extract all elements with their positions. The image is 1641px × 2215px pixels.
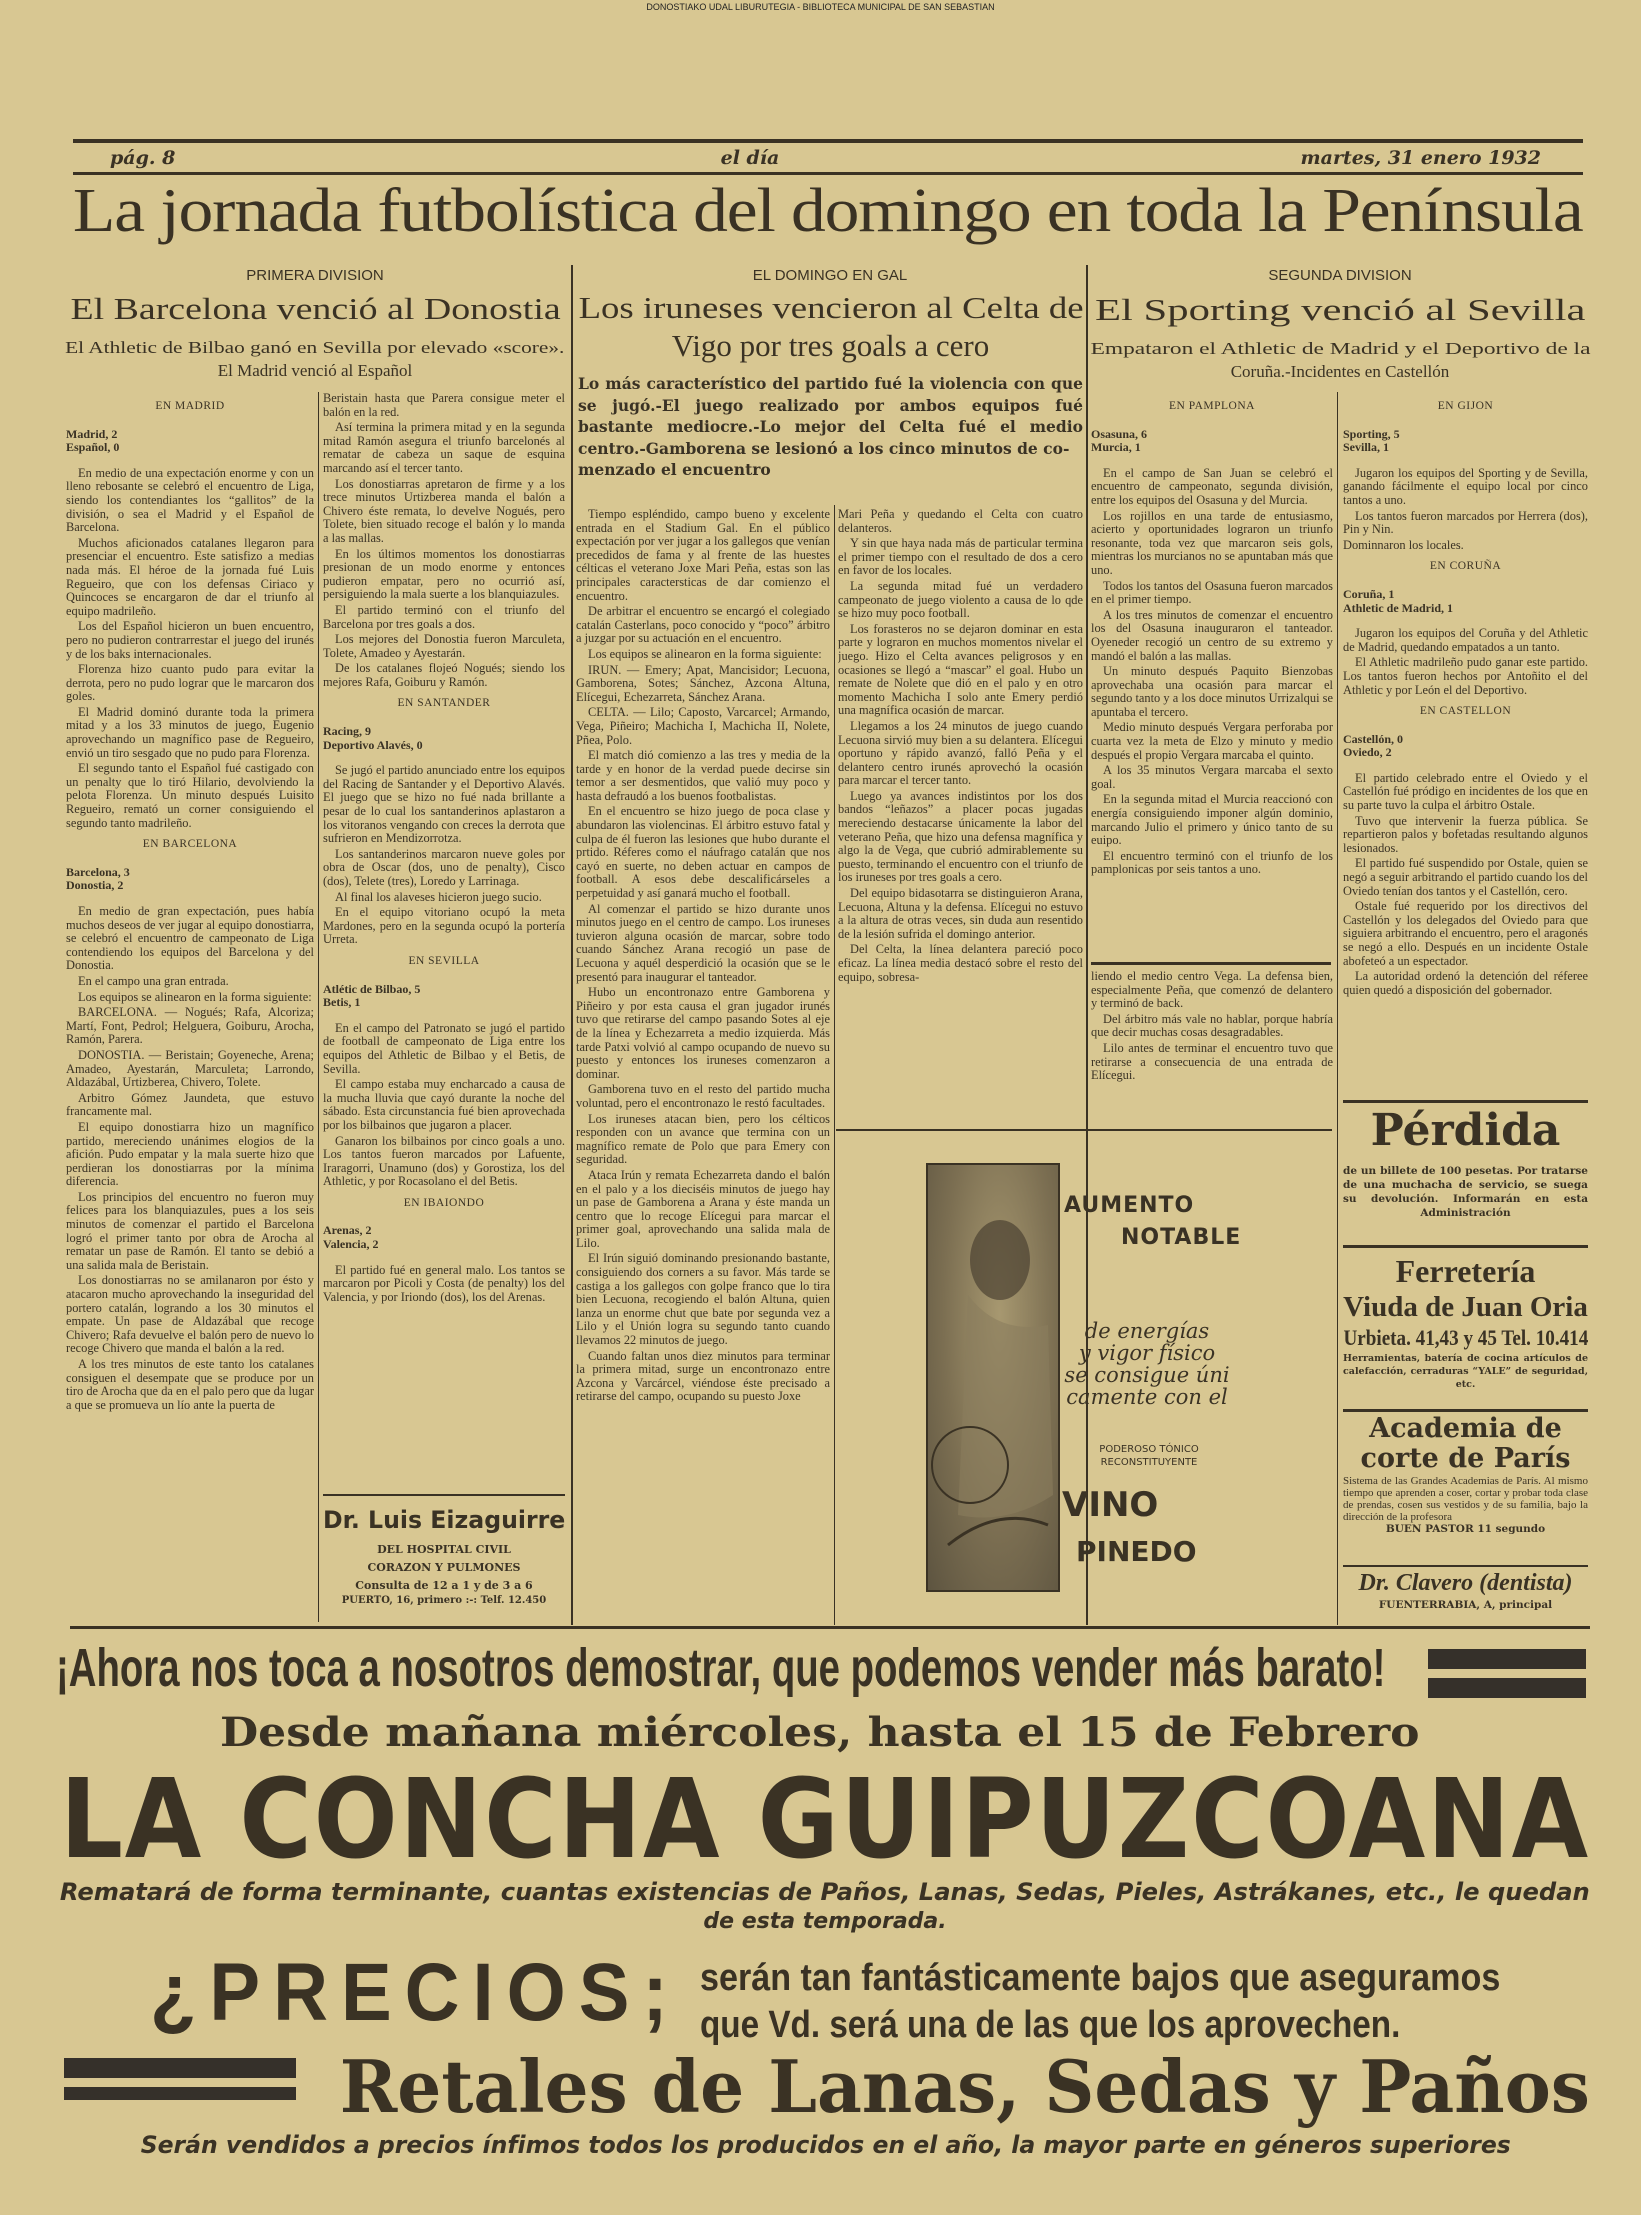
concha-precios-text-box	[700, 1956, 1500, 2000]
ad-clavero-address: FUENTERRABIA, A, principal	[1378, 1599, 1553, 1611]
paragraph: Ganaron los bilbainos por cinco goals a uno. Los tantos fueron marcados por Lafuente, Iraragorri, Unamuno (dos) y Gorostiza, los del Athletic, y por Rocasolano el del Betis.	[323, 1133, 565, 1189]
concha-footer: Serán vendidos a precios ínfimos todos los producidos en el año, la mayor parte en géneros superiores	[140, 2131, 1511, 2159]
paragraph: Jugaron los equipos del Sporting y de Sevilla, ganando fácilmente el equipo local por cinco tantos a uno.	[1343, 465, 1588, 507]
paragraph: Dominnaron los locales.	[1343, 537, 1464, 552]
article-title-barcelona: El Barcelona venció al Donostia	[69, 291, 561, 326]
city-subheading: EN CASTELLON	[1419, 705, 1512, 718]
paragraph: En los últimos momentos los donostiarras presionan de un modo enorme y entonces pudieron empatar, pero no ocurrió así, persiguiendo la mala suerte a los blanquiazules.	[323, 546, 565, 602]
concha-remate-2: de esta temporada.	[703, 1909, 947, 1934]
paragraph: Arbitro Gómez Jaundeta, que estuvo francamente mal.	[66, 1090, 314, 1119]
archive-credit: DONOSTIAKO UDAL LIBURUTEGIA - BIBLIOTECA MUNICIPAL DE SAN SEBASTIAN	[646, 2, 995, 12]
paragraph: Luego ya avances indistintos por los dos bandos “leñazos” a placer pocas jugadas mereciendo destacarse únicamente la labor del veterano Peña, que hizo una defensa magnífica y algo la de Vega, que cubrió admirablemente su puesto, terminando el encuentro con el triunfo de los iruneses por tres goals a cero.	[838, 788, 1083, 885]
match-score	[66, 866, 314, 893]
concha-precios-text-box	[700, 2003, 1400, 2047]
score-line: Coruña, 1	[1343, 586, 1395, 601]
paragraph: Del árbitro más vale no hablar, porque habría que decir muchas cosas desagradables.	[1091, 1011, 1333, 1040]
article-deck-text: menzado el encuentro	[578, 460, 771, 479]
column-divider	[834, 505, 835, 1625]
ad-eizaguirre-line: CORAZON Y PULMONES	[367, 1561, 521, 1574]
ad-ferreteria-text: Herramientas, batería de cocina artículos de calefacción, cerraduras “YALE” de seguridad, etc.	[1343, 1353, 1588, 1390]
ad-academia	[1343, 1414, 1588, 1536]
score-line: Sporting, 5	[1343, 426, 1400, 441]
score-line: Madrid, 2	[66, 426, 118, 441]
ad-clavero	[1343, 1569, 1588, 1612]
paragraph: Los donostiarras apretaron de firme y a los trece minutos Urtizberea manda el balón a Chivero éste remata, lo develve Nogués, pero Tolete, bien situado recoge el balón y lo manda a las mallas.	[323, 476, 565, 545]
page-headline: La jornada futbolística del domingo en toda la Península	[73, 177, 1583, 245]
concha-store-box	[59, 1755, 1590, 1883]
ad-eizaguirre-hours: Consulta de 12 a 1 y de 3 a 6	[355, 1579, 533, 1592]
ad-vino-script-line: y vigor físico	[1078, 1341, 1216, 1365]
paragraph: A los 35 minutos Vergara marcaba el sexto goal.	[1091, 763, 1333, 791]
paragraph: Del Celta, la línea delantera pareció poco eficaz. La línea media destacó sobre el resto del equipo, sobresa-	[838, 942, 1083, 984]
paragraph: En el encuentro se hizo juego de poca clase y abundaron las violencinas. El árbitro estuvo fatal y culpa de él fueron las lesiones que hubo durante el prtido. Réferes como el náufrago catalán que nos cayó en suerte, no deben actuar en campos de football. A esos debe descalificárseles a perpetuidad y así ganará mucho el football.	[576, 804, 830, 901]
ad-rule	[323, 1494, 565, 1496]
concha-precios-box	[150, 1948, 680, 2038]
left-title-box	[70, 291, 560, 327]
score-line: Español, 0	[66, 440, 120, 455]
city-subheading: EN SEVILLA	[408, 954, 480, 967]
concha-slogan-box	[56, 1638, 1386, 1698]
score-line: Osasuna, 6	[1091, 426, 1148, 441]
column-rule	[1091, 962, 1331, 965]
article-subtitle: Coruña.-Incidentes en Castellón	[1230, 362, 1450, 381]
score-line: Arenas, 2	[323, 1223, 372, 1238]
city-subheading: EN GIJON	[1437, 400, 1494, 412]
paragraph: El campo estaba muy encharcado a causa de la mucha lluvia que cayó durante la noche del sábado. Esta circunstancia fué bien aprovechada por los bilbainos que jugaron a placer.	[323, 1077, 565, 1132]
score-line: Atlétic de Bilbao, 5	[323, 981, 421, 996]
paragraph: Y sin que haya nada más de particular termina el primer tiempo con el resultado de dos a cero en favor de los locales.	[838, 536, 1083, 578]
paragraph: En el campo de San Juan se celebró el encuentro de campeonato, segunda división, entre los equipos del Osasuna y del Murcia.	[1091, 465, 1333, 507]
left-subtitle-box	[65, 360, 565, 382]
decorative-bar	[64, 2058, 296, 2078]
newspaper-name: el día	[720, 147, 780, 169]
paragraph: Los principios del encuentro no fueron muy felices para los blanquiazules, pues a los seis minutos de comenzar el partido el Barcelona logró el primer tanto por obra de Arocha al rematar un pase de Ramón. El tanto se debió a una salida mala de Beristain.	[66, 1189, 314, 1272]
city-subheading: EN IBAIONDO	[403, 1196, 485, 1209]
decorative-bar	[1428, 1678, 1586, 1698]
paragraph: Ostale fué requerido por los directivos del Castellón y los delegados del Oviedo para que siguiera arbitrando el encuentro, pero el aragonés se negó a ello. Después en un incidente Ostale abofeteó a un espectador.	[1343, 899, 1588, 968]
article-title-iruneses: Vigo por tres goals a cero	[671, 328, 990, 363]
paragraph: Al final los alaveses hicieron juego sucio.	[335, 889, 542, 904]
paragraph: Medio minuto después Vergara perforaba por cuarta vez la meta de Elzo y minuto y medio después el propio Vergara marcaba el quinto.	[1091, 720, 1333, 762]
paragraph: Los donostiarras no se amilanaron por ésto y atacaron mucho aprovechando la inseguridad del portero catalán, logrando a los 30 minutos el empate. Un pase de Aldazábal que recoge Chivero; Rafa devuelve el balón pero de nuevo lo recoge Chivero que manda el balón a la red.	[66, 1273, 314, 1356]
paragraph: La autoridad ordenó la detención del réferee quien quedó a disposición del gobernador.	[1343, 969, 1588, 997]
section-kicker-segunda: SEGUNDA DIVISION	[1268, 267, 1412, 284]
paragraph: A los tres minutos de este tanto los catalanes consiguen el desempate que se produce por un tiro de Arocha que da en el palo pero que da lugar a que se promueva un lío ante la puerta de	[66, 1357, 314, 1412]
left-subtitle-box	[65, 337, 565, 359]
section-kicker-gal: EL DOMINGO EN GAL	[752, 267, 908, 284]
score-line: Athletic de Madrid, 1	[1343, 600, 1453, 615]
match-score	[1343, 428, 1588, 455]
paragraph: Gamborena tuvo en el resto del partido mucha voluntad, pero el encontronazo le restó facultades.	[576, 1082, 830, 1110]
ad-clavero-name: Dr. Clavero (dentista)	[1358, 1570, 1573, 1596]
paragraph: Los forasteros no se dejaron dominar en esta parte y lograron en muchos momentos nivelar el juego. Hizo el Celta avances peligrosos y en ocasiones se llegó a “mascar” el goal. Hubo un remate de Nolete que dió en el palo y en otro momento Machicha I solo ante Emery perdió una magnífica ocasión de marcar.	[838, 621, 1083, 718]
text-column	[1091, 392, 1333, 960]
ad-vino-script-line: camente con el	[1066, 1385, 1228, 1409]
right-subtitle-box	[1090, 361, 1590, 383]
score-line: Sevilla, 1	[1343, 440, 1390, 455]
paragraph: Beristain hasta que Parera consigue meter el balón en la red.	[323, 392, 565, 419]
ad-vino-tonic-line: PODEROSO TÓNICO	[1099, 1444, 1199, 1455]
issue-date: martes, 31 enero 1932	[1300, 147, 1541, 169]
paragraph: Los mejores del Donostia fueron Marculeta, Tolete, Amadeo y Ayestarán.	[323, 632, 565, 660]
paragraph: Los iruneses atacan bien, pero los célticos responden con un avance que termina con un magnífico remate de Polo que para Emery con seguridad.	[576, 1111, 830, 1167]
decorative-bar	[1428, 1649, 1586, 1669]
concha-footer-box	[140, 2130, 1510, 2160]
ad-vino-brand: PINEDO	[1076, 1535, 1197, 1568]
concha-slogan: ¡Ahora nos toca a nosotros demostrar, que podemos vender más barato!	[56, 1638, 1386, 1698]
ad-academia-title: corte de París	[1360, 1443, 1571, 1474]
paragraph: Todos los tantos del Osasuna fueron marcados en el primer tiempo.	[1091, 578, 1333, 607]
folio-rule-top	[73, 139, 1583, 143]
paragraph: La segunda mitad fué un verdadero campeonato de juego violento a causa de lo qde se hizo muy poco football.	[838, 578, 1083, 621]
city-subheading: EN SANTANDER	[397, 697, 491, 710]
ad-vino-pinedo	[836, 1135, 1336, 1625]
match-score	[323, 1224, 565, 1251]
match-score	[323, 725, 565, 752]
paragraph: El segundo tanto el Español fué castigado con un penalty que lo tiró Hilario, devolviendo la pelota Florenza. Un minuto después Luisito Regueiro, remató un corner consiguiendo el segundo tanto madrileño.	[66, 761, 314, 830]
center-title-box	[578, 328, 1083, 364]
ad-eizaguirre-line: DEL HOSPITAL CIVIL	[377, 1543, 511, 1556]
ad-vino-title: AUMENTO	[1064, 1193, 1195, 1218]
right-subtitle-box	[1090, 338, 1590, 360]
text-column	[576, 508, 830, 1623]
ad-eizaguirre-address: PUERTO, 16, primero :-: Telf. 12.450	[341, 1595, 547, 1606]
ad-vino-tonic	[1064, 1443, 1234, 1469]
paragraph: El partido fué en general malo. Los tantos se marcaron por Picoli y Costa (de penalty) los del Valencia, y por Iriondo (dos), los del Arenas.	[323, 1262, 565, 1304]
paragraph: Los equipos se alinearon en la forma siguiente:	[78, 989, 312, 1004]
paragraph: Tiempo espléndido, campo bueno y excelente entrada en el Stadium Gal. En el público expectación por ver jugar a los gallegos que venían precedidos de fama y al frente de las huestes célticas el veterano Joxe Mari Peña, estas son las principales caractersticas de dar comienzo el encuentro.	[576, 508, 830, 603]
match-score	[1343, 733, 1588, 760]
paragraph: El Irún siguió dominando presionando bastante, consiguiendo dos corners a su favor. Más tarde se castiga a los gallegos con golpe franco que lo tira bien Lecuona, recogiendo el balón Altuna, quien lanza un enorme chut que bate por segunda vez a Lilo y el Unión logra su segundo tanto cuando llevamos 22 minutos de juego.	[576, 1251, 830, 1348]
concha-precios-text: que Vd. será una de las que los aprovechen.	[700, 2004, 1401, 2046]
ad-vino-script-line: se consigue úni	[1064, 1363, 1230, 1387]
paragraph: Así termina la primera mitad y en la segunda mitad Ramón asegura el triunfo barcelonés al rematar de cabeza un saque de esquina marcando así el tercer tanto.	[323, 420, 565, 475]
article-deck	[578, 373, 1083, 481]
column-rule	[836, 1129, 1332, 1131]
ad-vino-script	[1062, 1320, 1232, 1408]
score-line: Betis, 1	[323, 995, 361, 1010]
paragraph: El Madrid dominó durante toda la primera mitad y a los 33 minutos de juego, Eugenio aprovechando un magnífico pase de Regueiro, envió un tiro sesgado que no pudo para Florenza.	[66, 704, 314, 760]
ad-eizaguirre-name: Dr. Luis Eizaguirre	[322, 1506, 566, 1534]
concha-precios-text: serán tan fantásticamente bajos que aseguramos	[700, 1957, 1501, 1999]
paragraph: Se jugó el partido anunciado entre los equipos del Racing de Santander y el Deportivo Alavés. El juego que se hizo no fué nada brillante a pesar de lo cual los santanderinos aplastaron a los vitoranos vengando con creces la derrota que sufrieron en Mendizorrotza.	[323, 763, 565, 846]
ad-academia-title: Academia de	[1369, 1413, 1562, 1444]
paragraph: Hubo un encontronazo entre Gamborena y Piñeiro y por esta causa el gran jugador irunés tuvo que retirarse del campo pasando Sotes al eje de la línea y Echezarreta a medio izquierda. Más tarde Patxi volvió al campo ocupando de nuevo su puesto y entonces los iruneses comenzaron a dominar.	[576, 985, 830, 1081]
paragraph: Mari Peña y quedando el Celta con cuatro delanteros.	[838, 508, 1083, 535]
match-score	[1091, 428, 1333, 455]
paragraph: Los equipos se alinearon en la forma siguiente:	[588, 646, 822, 661]
match-score	[1343, 588, 1588, 615]
ad-illustration	[926, 1163, 1060, 1592]
paragraph: En el campo una gran entrada.	[78, 973, 229, 988]
text-column	[66, 392, 314, 1622]
ad-perdida-title: Pérdida	[1370, 1105, 1561, 1156]
paragraph: El equipo donostiarra hizo un magnífico partido, mereciendo unánimes elogios de la afición. Pudo empatar y la mala suerte hizo que perdieran los donostiarras por la mínima diferencia.	[66, 1119, 314, 1189]
ad-perdida-text: de un billete de 100 pesetas. Por tratarse de una muchacha de servicio, se suega su devolución. Informarán en esta Administración	[1343, 1165, 1588, 1219]
city-subheading: EN PAMPLONA	[1169, 400, 1255, 412]
match-score	[66, 428, 314, 455]
ad-eizaguirre	[323, 1505, 565, 1606]
city-subheading: EN MADRID	[155, 400, 225, 412]
concha-retales: Retales de Lanas, Sedas y Paños	[339, 2044, 1591, 2129]
athlete-illustration-icon	[928, 1165, 1058, 1590]
paragraph: Tuvo que intervenir la fuerza pública. Se repartieron palos y bofetadas resultando algunos lesionados.	[1343, 813, 1588, 855]
score-line: Deportivo Alavés, 0	[323, 737, 423, 752]
paragraph: En el campo del Patronato se jugó el partido de football de campeonato de Liga entre los equipos del Athletic de Bilbao y el Betis, de Sevilla.	[323, 1020, 565, 1076]
folio-rule-bottom	[73, 172, 1583, 175]
match-score	[323, 983, 565, 1010]
text-column	[323, 392, 565, 1492]
paragraph: BARCELONA. — Nogués; Rafa, Alcoriza; Martí, Font, Pedrol; Helguera, Goiburu, Arocha, Ramón, Parera.	[66, 1005, 314, 1047]
paragraph: El Athletic madrileño pudo ganar este partido. Los tantos fueron hechos por Antoñito el del Athletic y por León el del Deportivo.	[1343, 655, 1588, 697]
paragraph: Lilo antes de terminar el encuentro tuvo que retirarse a consecuencia de una entrada de Elícegui.	[1091, 1040, 1333, 1083]
ad-academia-address: BUEN PASTOR 11 segundo	[1385, 1523, 1546, 1535]
ad-rule	[1343, 1245, 1588, 1248]
concha-dates-box	[220, 1710, 1420, 1756]
ad-ferreteria	[1343, 1252, 1588, 1391]
paragraph: En la segunda mitad el Murcia reaccionó con energía consiguiendo imponer algún dominio, marcando Julio el primero y único tanto de su euipo.	[1091, 792, 1333, 848]
ad-ferreteria-title: Ferretería	[1395, 1253, 1536, 1289]
paragraph: De arbitrar el encuentro se encargó el colegiado catalán Casterlans, poco conocido y “poco” árbitro a juzgar por su actuación en el encuentro.	[576, 604, 830, 646]
article-subtitle: El Madrid venció al Español	[217, 361, 413, 380]
paragraph: Al comenzar el partido se hizo durante unos minutos juego en el centro de campo. Los iruneses tuvieron alguna ocasión de marcar, sobre todo cuando Sánchez Arana recogió un pase de Lecuona y aquél desperdició la ocasión que se le presentó para inaugurar el tanteador.	[576, 901, 830, 984]
paragraph: Los rojillos en una tarde de entusiasmo, acierto y oportunidades lograron un triunfo resonante, toda vez que marcaron seis gols, mientras los murcianos no se apuntaban más que uno.	[1091, 508, 1333, 577]
paragraph: Ataca Irún y remata Echezarreta dando el balón en el palo y a los dieciséis minutos de juego hay un pase de Gamborena a Arana y éste manda un centro que lo recoge Elícegui para marcar el primer goal, aprovechando una salida mala de Lilo.	[576, 1167, 830, 1250]
paragraph: Muchos aficionados catalanes llegaron para presenciar el encuentro. Este satisfizo a medias nada más. El héroe de la jornada fué Luis Regueiro, que con los defensas Ciriaco y Quincoces se encargaron de dar el triunfo al equipo madrileño.	[66, 535, 314, 618]
ad-rule	[1343, 1565, 1588, 1567]
score-line: Castellón, 0	[1343, 731, 1403, 746]
article-subtitle: Empataron el Athletic de Madrid y el Deportivo de la	[1090, 339, 1590, 358]
paragraph: A los tres minutos de comenzar el encuentro los del Osasuna inauguraron el tanteador. Oyeneder recogió un centro de su extremo y mandó el balón a las mallas.	[1091, 607, 1333, 663]
score-line: Oviedo, 2	[1343, 745, 1392, 760]
article-subtitle: El Athletic de Bilbao ganó en Sevilla por elevado «score».	[65, 338, 565, 357]
article-title-sporting: El Sporting venció al Sevilla	[1094, 292, 1586, 327]
ad-academia-text: Sistema de las Grandes Academias de París. Al mismo tiempo que aprenden a coser, cortar y probar toda clase de prendas, cosen sus vestidos y de su familia, bajo la dirección de la profesora	[1343, 1475, 1588, 1523]
paragraph: Un minuto después Paquito Bienzobas aprovechaba una ocasión para marcar el segundo tanto y a los doce minutos Urrizalqui se apuntaba el tercero.	[1091, 664, 1333, 719]
concha-remate: Rematará de forma terminante, cuantas existencias de Paños, Lanas, Sedas, Pieles, Astrákanes, etc., le quedan	[60, 1878, 1590, 1906]
paragraph: En medio de gran expectación, pues había muchos deseos de ver jugar al equipo donostiarra, se celebró el encuentro de campeonato de Liga contendiendo los equipos del Barcelona y del Donostia.	[66, 904, 314, 973]
paragraph: Florenza hizo cuanto pudo para evitar la derrota, pero no pudo lograr que le marcaron dos goles.	[66, 662, 314, 704]
page-number: pág. 8	[110, 147, 176, 169]
text-column	[1091, 970, 1333, 1122]
paragraph: El partido celebrado entre el Oviedo y el Castellón fué pródigo en incidentes de los que en su parte tuvo la culpa el árbitro Ostale.	[1343, 770, 1588, 813]
paragraph: El match dió comienzo a las tres y media de la tarde y en honor de la verdad puede decirse sin temor a ser desmentidos, que valió muy poco y hasta defraudó a los buenos footbalistas.	[576, 748, 830, 803]
paragraph: En el equipo vitoriano ocupó la meta Mardones, pero en la segunda ocupó la portería Urreta.	[323, 905, 565, 947]
ad-top-rule	[70, 1626, 1590, 1629]
paragraph: CELTA. — Lilo; Caposto, Varcarcel; Armando, Vega, Piñeiro; Machicha I, Machicha II, Nolete, Pñea, Polo.	[576, 705, 830, 747]
ad-vino-brand: VINO	[1062, 1485, 1159, 1525]
paragraph: Los tantos fueron marcados por Herrera (dos), Pin y Nin.	[1343, 508, 1588, 537]
concha-dates: Desde mañana miércoles, hasta el 15 de Febrero	[220, 1709, 1420, 1756]
page-headline-box	[73, 178, 1583, 244]
paragraph: De los catalanes flojeó Nogués; siendo los mejores Rafa, Goiburu y Ramón.	[323, 661, 565, 689]
ad-vino-title: NOTABLE	[1121, 1225, 1242, 1250]
ad-rule	[1343, 1100, 1588, 1103]
paragraph: Llegamos a los 24 minutos de juego cuando Lecuona sirvió muy bien a su delantera. Elícegui oportuno y rápido avanzó, falló Peña y el delantero centro irunés aprovechó la ocasión para marcar el tercer tanto.	[838, 718, 1083, 788]
ad-ferreteria-address: Urbieta. 41,43 y 45 Tel. 10.414	[1343, 1325, 1588, 1350]
paragraph: El encuentro terminó con el triunfo de los pamplonicas por seis tantos a uno.	[1091, 848, 1333, 877]
city-subheading: EN CORUÑA	[1429, 560, 1502, 573]
text-column	[1343, 392, 1588, 1092]
right-title-box	[1095, 292, 1585, 328]
paragraph: El partido fué suspendido por Ostale, quien se negó a seguir arbitrando el partido cuando los del Oviedo tenían dos tantos y el Castellón, cero.	[1343, 856, 1588, 898]
ad-vino-script-line: de energías	[1084, 1319, 1210, 1343]
article-deck-text: Lo más característico del partido fué la violencia con que se jugó.-El juego realizado por ambos equipos fué bastante mediocre.-Lo mejor del Celta fué el medio centro.-Gamborena se lesionó a los cinco minutos de co-	[578, 374, 1083, 458]
paragraph: DONOSTIA. — Beristain; Goyeneche, Arena; Amadeo, Ayestarán, Marculeta; Larrondo, Aldazábal, Urtizberea, Chivero, Tolete.	[66, 1047, 314, 1090]
concha-precios: ¿PRECIOS;	[150, 1947, 681, 2038]
score-line: Donostia, 2	[66, 878, 124, 893]
ad-ferreteria-name: Viuda de Juan Oria	[1343, 1291, 1588, 1323]
column-divider	[318, 392, 319, 1622]
paragraph: Del equipo bidasotarra se distinguieron Arana, Lecuona, Altuna y la defensa. Elícegui no estuvo a la altura de otras veces, sin duda aun resentido de la lesión sufrida el domingo anterior.	[838, 886, 1083, 941]
paragraph: En medio de una expectación enorme y con un lleno rebosante se celebró el encuentro de Liga, siendo los contendiantes los “gallitos” de la división, o sea el Madrid y el Español de Barcelona.	[66, 465, 314, 535]
ad-rule	[1343, 1409, 1588, 1412]
ad-perdida	[1343, 1106, 1588, 1220]
paragraph: liendo el medio centro Vega. La defensa bien, especialmente Peña, que comenzó de delantero y terminó de back.	[1091, 970, 1333, 1011]
concha-retales-box	[339, 2044, 1591, 2129]
text-column	[838, 508, 1083, 1123]
column-divider	[1337, 392, 1338, 1625]
score-line: Barcelona, 3	[66, 864, 130, 879]
score-line: Racing, 9	[323, 724, 371, 739]
ad-vino-tonic-line: RECONSTITUYENTE	[1100, 1457, 1198, 1468]
score-line: Valencia, 2	[323, 1237, 379, 1252]
decorative-bar	[64, 2087, 296, 2100]
section-divider	[571, 265, 573, 1625]
section-kicker-primera: PRIMERA DIVISION	[246, 267, 384, 284]
concha-remate-box	[60, 1878, 1590, 1906]
paragraph: Los del Español hicieron un buen encuentro, pero no pudieron contrarrestar el juego del irunés y de los baks internacionales.	[66, 619, 314, 661]
paragraph: Los santanderinos marcaron nueve goles por obra de Oscar (dos, uno de penalty), Cisco (dos), Telete (tres), Loredo y Larrinaga.	[323, 846, 565, 888]
center-title-box	[578, 290, 1083, 326]
article-title-iruneses: Los iruneses vencieron al Celta de	[578, 290, 1084, 325]
paragraph: IRUN. — Emery; Apat, Mancisidor; Lecuona, Gamborena, Sotes; Sánchez, Azcona Altuna, Elícegui, Echezarreta, Sánchez Arana.	[576, 662, 830, 704]
city-subheading: EN BARCELONA	[142, 838, 238, 851]
paragraph: Jugaron los equipos del Coruña y del Athletic de Madrid, quedando empatados a un tanto.	[1343, 626, 1588, 654]
score-line: Murcia, 1	[1091, 440, 1141, 455]
paragraph: El partido terminó con el triunfo del Barcelona por tres goals a dos.	[323, 602, 565, 631]
concha-store-name: LA CONCHA GUIPUZCOANA	[59, 1755, 1590, 1883]
paragraph: Cuando faltan unos diez minutos para terminar la primera mitad, surge un encontronazo entre Azcona y Varcárcel, viéndose éste precisado a retirarse del campo, ocupando su puesto Joxe	[576, 1348, 830, 1404]
